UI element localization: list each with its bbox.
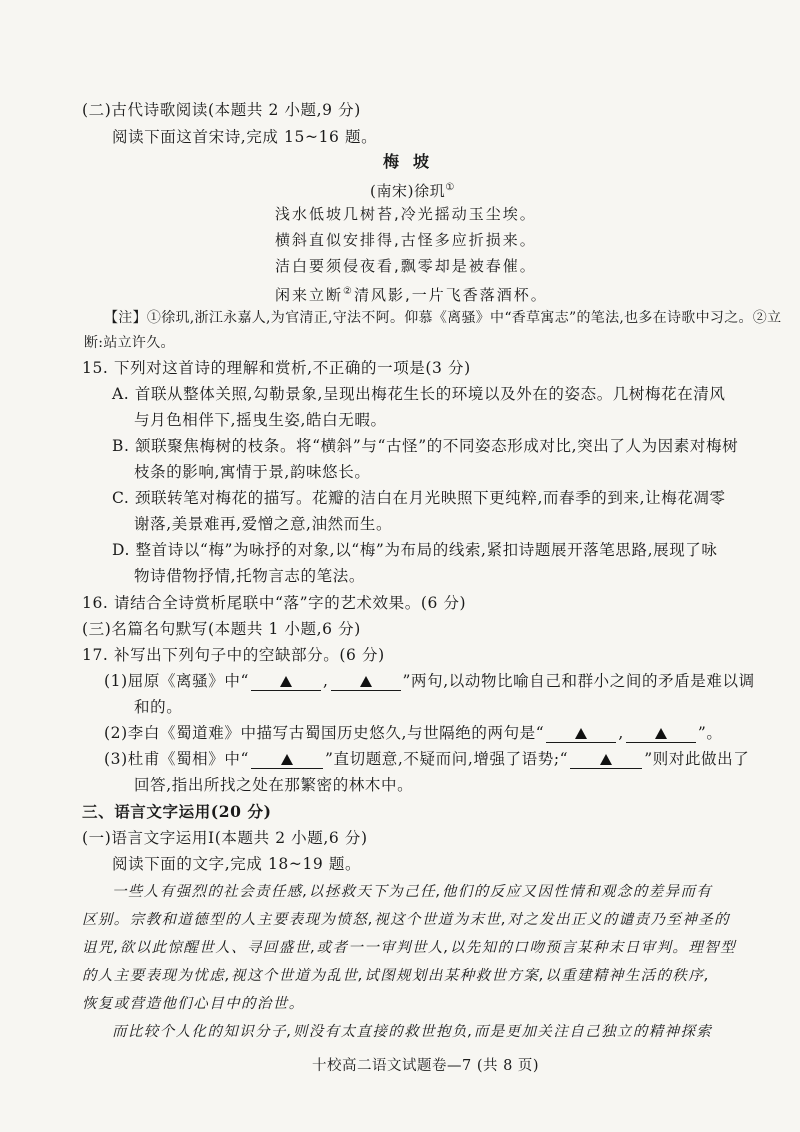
q15-option-b-line-2: 枝条的影响,寓情于景,韵味悠长。 xyxy=(134,463,371,481)
poem-author: (南宋)徐玑① xyxy=(370,182,455,200)
triangle-icon xyxy=(575,728,587,739)
poem-line-2: 横斜直似安排得,古怪多应折损来。 xyxy=(275,231,537,249)
passage-line-2: 区别。宗教和道德型的人主要表现为愤怒,视这个世道为末世,对之发出正义的谴责乃至神圣的 xyxy=(82,912,731,928)
passage-instruction: 阅读下面的文字,完成 18~19 题。 xyxy=(112,855,362,873)
question-17-stem: 17. 补写出下列句子中的空缺部分。(6 分) xyxy=(82,646,385,664)
answer-blank xyxy=(331,672,401,691)
page-footer: 十校高二语文试题卷—7 (共 8 页) xyxy=(312,1058,540,1074)
q15-option-d-line-1: D. 整首诗以“梅”为咏抒的对象,以“梅”为布局的线索,紧扣诗题展开落笔思路,展现了咏 xyxy=(112,541,718,559)
q15-option-a-line-2: 与月色相伴下,摇曳生姿,皓白无暇。 xyxy=(134,411,387,429)
poem-line-3: 洁白要须侵夜看,飘零却是被春催。 xyxy=(275,257,537,275)
poem-title: 梅坡 xyxy=(383,152,444,171)
q17-item-3: (3)杜甫《蜀相》中“ ”直切题意,不疑而问,增强了语势;“ ”则对此做出了 xyxy=(104,750,750,768)
q15-option-a-line-1: A. 首联从整体关照,勾勒景象,呈现出梅花生长的环境以及外在的姿态。几树梅花在清风 xyxy=(112,385,726,403)
q17-item-2: (2)李白《蜀道难》中描写古蜀国历史悠久,与世隔绝的两句是“ , ”。 xyxy=(104,724,723,742)
answer-blank xyxy=(626,724,696,743)
q15-option-c-line-2: 谢落,美景难再,爱憎之意,油然而生。 xyxy=(134,515,393,533)
q15-option-d-line-2: 物诗借物抒情,托物言志的笔法。 xyxy=(134,567,365,585)
triangle-icon xyxy=(281,754,293,765)
passage-line-4: 的人主要表现为忧虑,视这个世道为乱世,试图规划出某种救世方案,以重建精神生活的秩序, xyxy=(82,968,711,984)
triangle-icon xyxy=(600,754,612,765)
triangle-icon xyxy=(655,728,667,739)
q17-item-1-cont: 和的。 xyxy=(134,698,183,716)
answer-blank xyxy=(251,672,321,691)
q15-option-b-line-1: B. 颔联聚焦梅树的枝条。将“横斜”与“古怪”的不同姿态形成对比,突出了人为因素对梅树 xyxy=(112,437,739,455)
section-heading-language: 三、语言文字运用(20 分) xyxy=(82,802,272,821)
q15-option-c-line-1: C. 颈联转笔对梅花的描写。花瓣的洁白在月光映照下更纯粹,而春季的到来,让梅花凋零 xyxy=(112,489,726,507)
triangle-icon xyxy=(360,676,372,687)
reading-instruction: 阅读下面这首宋诗,完成 15~16 题。 xyxy=(112,128,378,146)
passage-line-6: 而比较个人化的知识分子,则没有太直接的救世抱负,而是更加关注自己独立的精神探索 xyxy=(112,1024,713,1040)
answer-blank xyxy=(570,750,642,769)
passage-line-1: 一些人有强烈的社会责任感,以拯救天下为己任,他们的反应又因性情和观念的差异而有 xyxy=(112,884,713,900)
question-16-stem: 16. 请结合全诗赏析尾联中“落”字的艺术效果。(6 分) xyxy=(82,594,467,612)
section-heading-poetry: (二)古代诗歌阅读(本题共 2 小题,9 分) xyxy=(82,101,361,119)
question-15-stem: 15. 下列对这首诗的理解和赏析,不正确的一项是(3 分) xyxy=(82,359,471,377)
passage-line-5: 恢复或营造他们心目中的治世。 xyxy=(82,996,305,1012)
subsection-heading-language-1: (一)语言文字运用Ⅰ(本题共 2 小题,6 分) xyxy=(82,829,368,847)
poem-note-line-1: 【注】①徐玑,浙江永嘉人,为官清正,守法不阿。仰慕《离骚》中“香草寓志”的笔法,也多在诗歌中习之。②立 xyxy=(104,310,782,326)
answer-blank xyxy=(546,724,616,743)
section-heading-dictation: (三)名篇名句默写(本题共 1 小题,6 分) xyxy=(82,620,361,638)
poem-note-line-2: 断:站立许久。 xyxy=(84,335,175,351)
q17-item-1: (1)屈原《离骚》中“ , ”两句,以动物比喻自己和群小之间的矛盾是难以调 xyxy=(104,672,755,690)
poem-line-4: 闲来立断②清风影,一片飞香落酒杯。 xyxy=(275,286,548,304)
q17-item-3-cont: 回答,指出所找之处在那繁密的林木中。 xyxy=(134,776,414,794)
passage-line-3: 诅咒,欲以此惊醒世人、寻回盛世,或者一一审判世人,以先知的口吻预言某种末日审判。理智型 xyxy=(82,940,737,956)
triangle-icon xyxy=(280,676,292,687)
answer-blank xyxy=(251,750,323,769)
poem-line-1: 浅水低坡几树苔,冷光摇动玉尘埃。 xyxy=(275,205,537,223)
